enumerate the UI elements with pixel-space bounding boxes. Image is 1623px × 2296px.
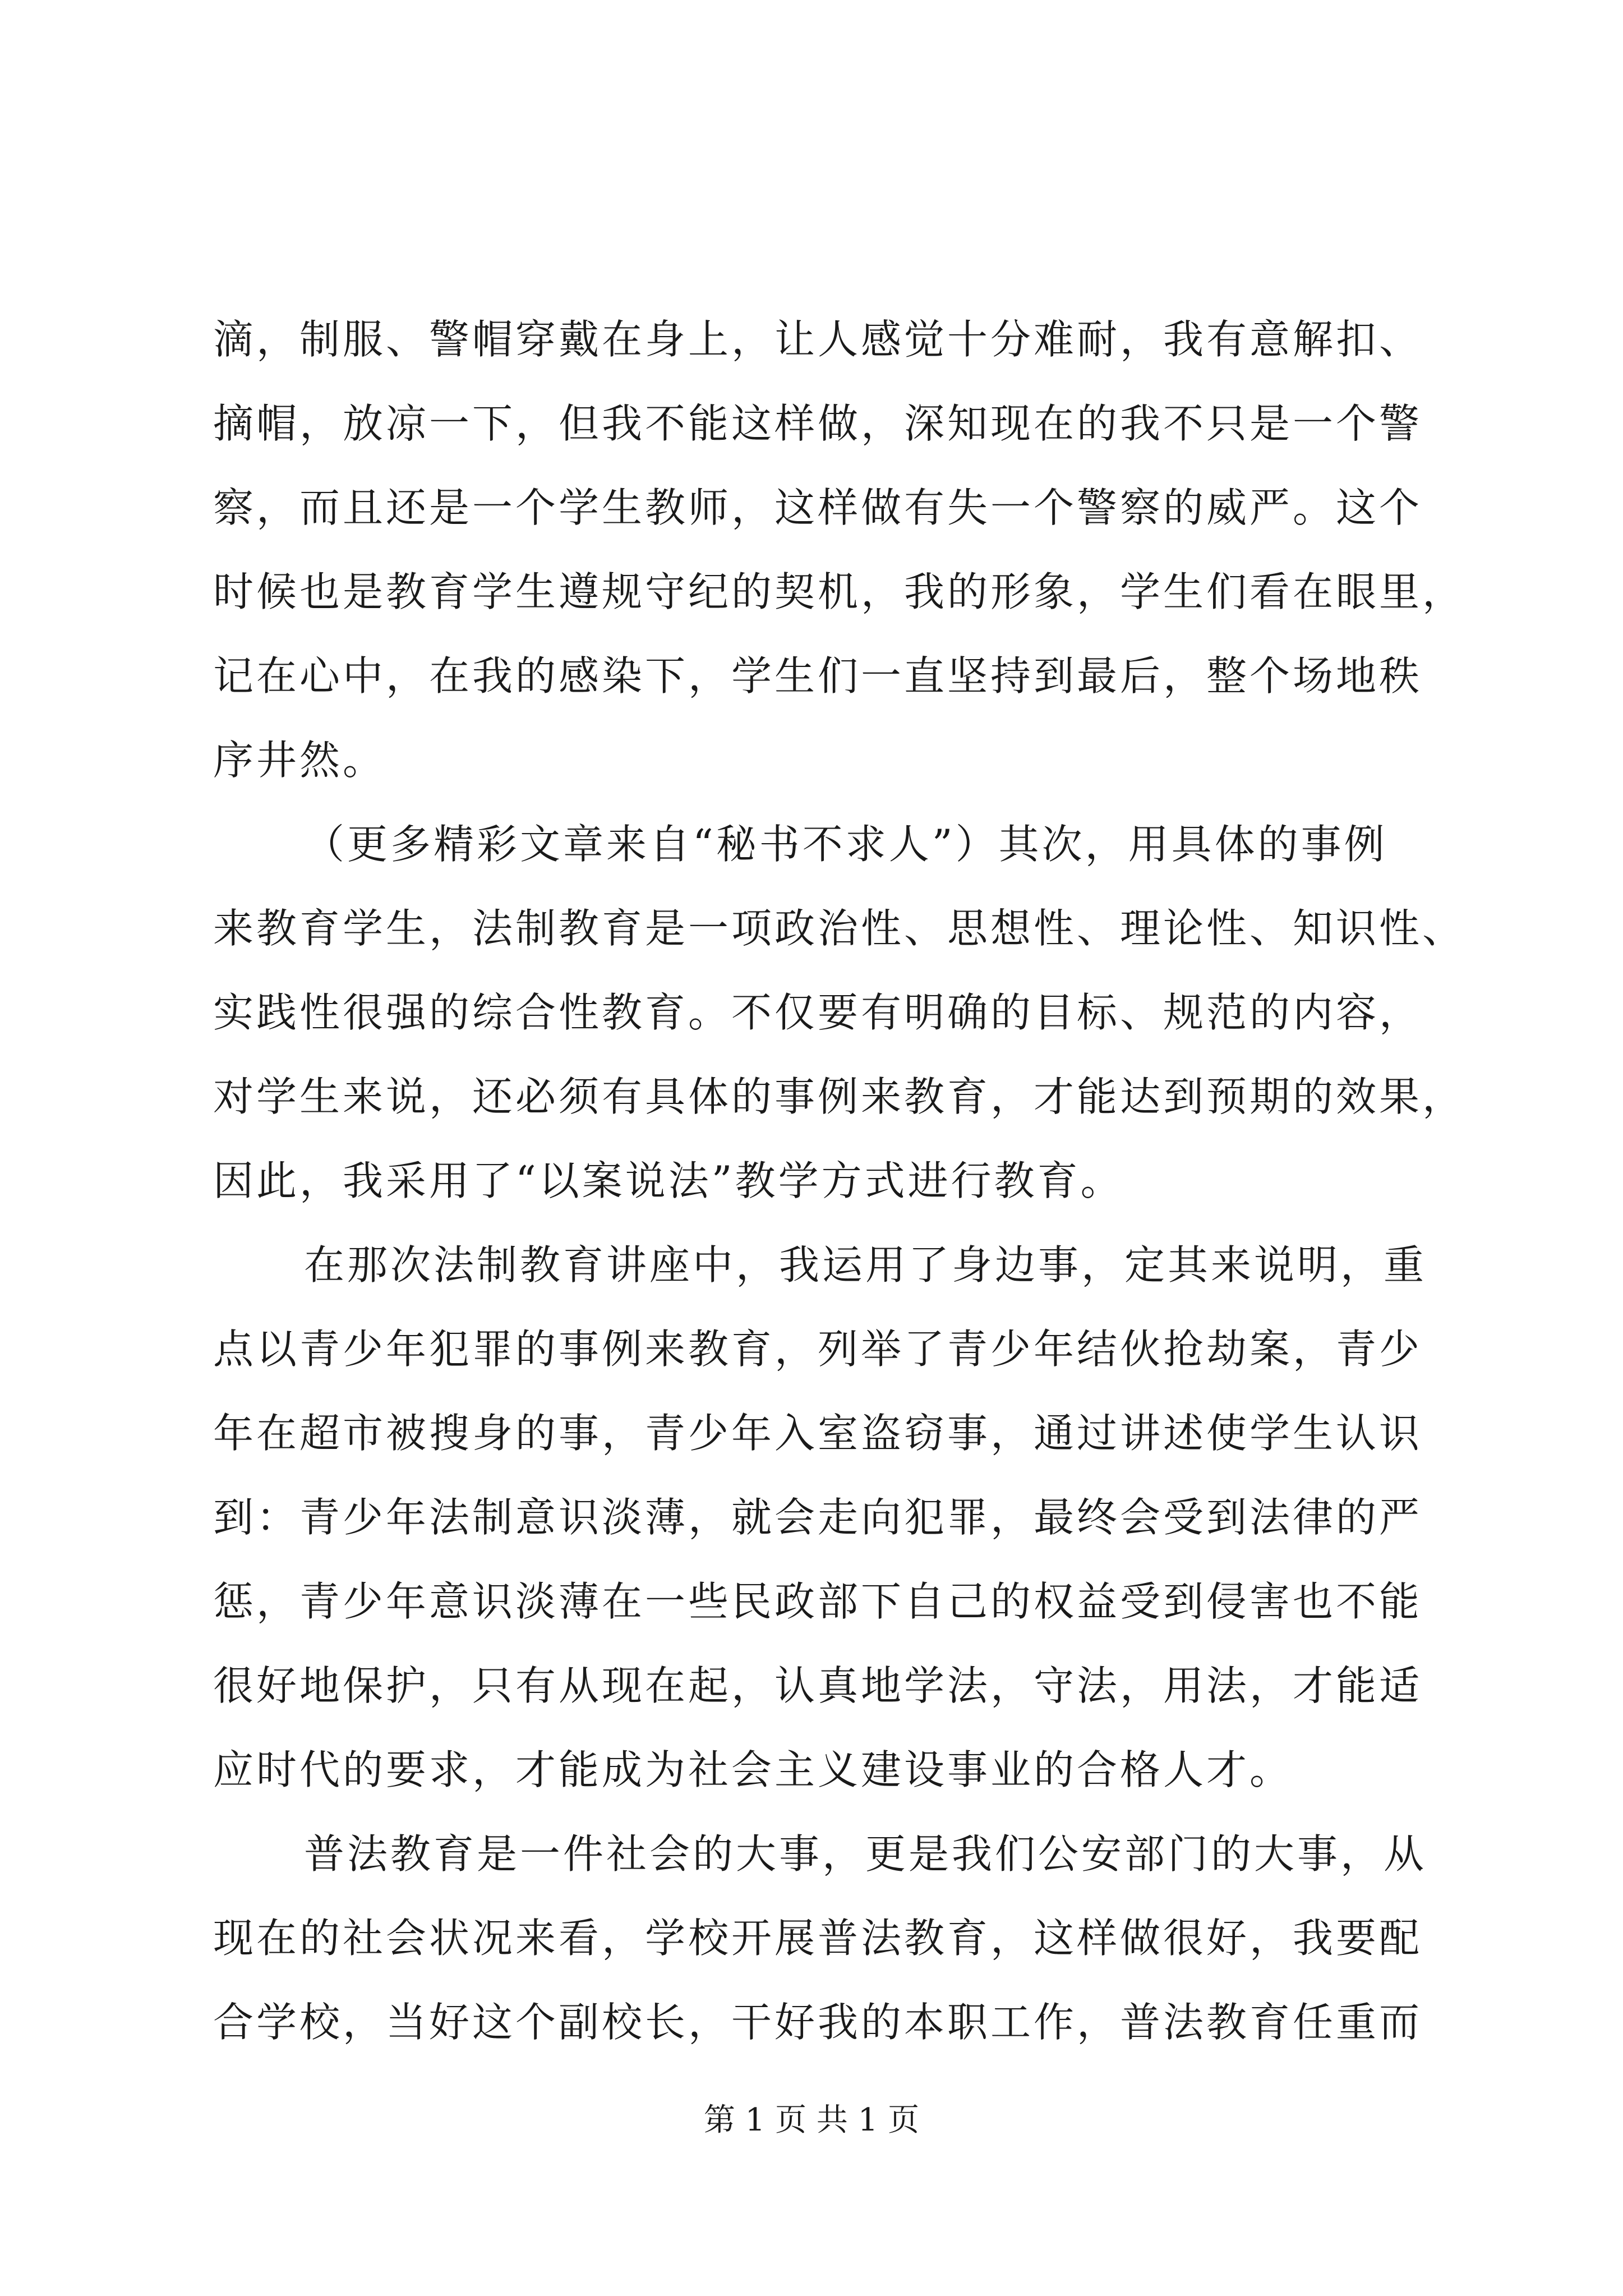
text-line: 到：青少年法制意识淡薄，就会走向犯罪，最终会受到法律的严 [213,1494,1423,1541]
text-line: 摘帽，放凉一下，但我不能这样做，深知现在的我不只是一个警 [213,400,1423,447]
text-line: 现在的社会状况来看，学校开展普法教育，这样做很好，我要配 [213,1915,1423,1962]
text-line: 很好地保护，只有从现在起，认真地学法，守法，用法，才能适 [213,1662,1423,1709]
text-line: 合学校，当好这个副校长，干好我的本职工作，普法教育任重而 [213,1999,1423,2046]
text-line: 滴，制服、警帽穿戴在身上，让人感觉十分难耐，我有意解扣、 [213,316,1423,363]
paragraph-first-line: 在那次法制教育讲座中，我运用了身边事，定其来说明，重 [304,1241,1427,1289]
page-footer: 第 1 页 共 1 页 [703,2102,920,2138]
text-line: 时候也是教育学生遵规守纪的契机，我的形象，学生们看在眼里， [213,568,1466,615]
paragraph-first-line: （更多精彩文章来自“秘书不求人”）其次，用具体的事例 [304,821,1387,868]
text-line: 序井然。 [213,737,386,784]
text-line: 年在超市被搜身的事，青少年入室盗窃事，通过讲述使学生认识 [213,1410,1423,1457]
text-line: 对学生来说，还必须有具体的事例来教育，才能达到预期的效果， [213,1073,1466,1120]
text-line: 实践性很强的综合性教育。不仅要有明确的目标、规范的内容， [213,989,1423,1036]
text-line: 点以青少年犯罪的事例来教育，列举了青少年结伙抢劫案，青少 [213,1326,1423,1373]
text-line: 因此，我采用了“以案说法”教学方式进行教育。 [213,1157,1124,1204]
text-line: 来教育学生，法制教育是一项政治性、思想性、理论性、知识性、 [213,905,1466,952]
paragraph-first-line: 普法教育是一件社会的大事，更是我们公安部门的大事，从 [304,1830,1427,1878]
text-line: 应时代的要求，才能成为社会主义建设事业的合格人才。 [213,1746,1293,1793]
text-line: 记在心中，在我的感染下，学生们一直坚持到最后，整个场地秩 [213,652,1423,700]
text-line: 察，而且还是一个学生教师，这样做有失一个警察的威严。这个 [213,484,1423,531]
text-line: 惩，青少年意识淡薄在一些民政部下自己的权益受到侵害也不能 [213,1578,1423,1625]
